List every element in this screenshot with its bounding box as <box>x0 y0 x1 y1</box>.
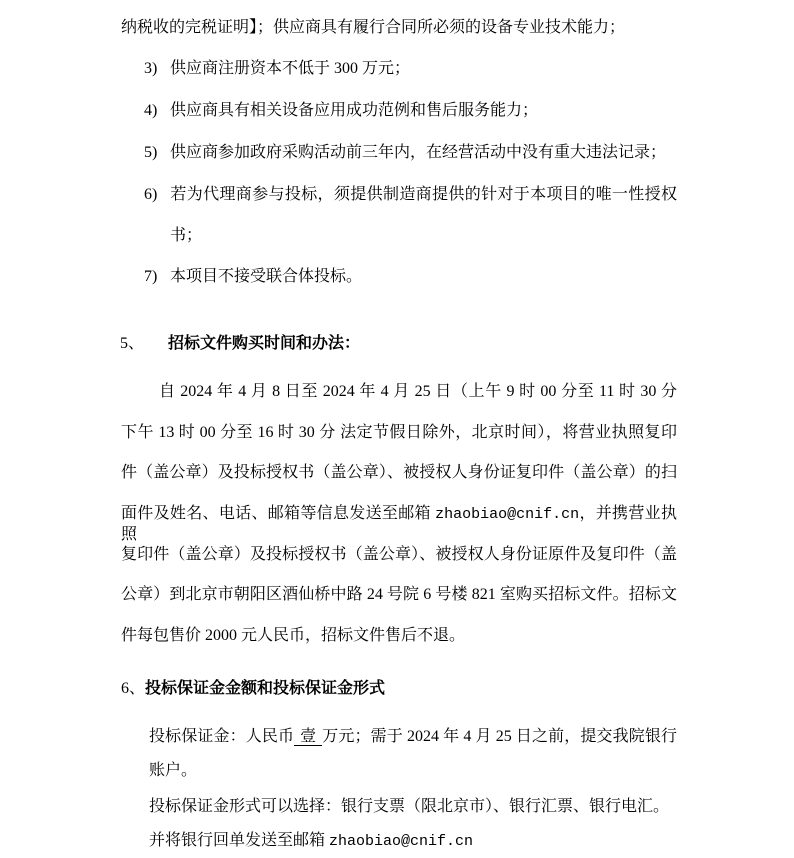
deposit-amount-underlined: 壹 <box>294 728 322 746</box>
deposit-amount-line-continuation: 账户。 <box>149 762 198 779</box>
bank-receipt-line <box>149 831 473 852</box>
purchase-email-address: zhaobiao@cnif.cn <box>435 506 580 523</box>
section-5-paragraph-line-7: 件每包售价 2000 元人民币，招标文件售后不退。 <box>121 627 466 644</box>
deposit-text-after-amount: 万元；需于 2024 年 4 月 25 日之前，提交我院银行 <box>322 728 677 745</box>
section-6-heading <box>121 679 385 699</box>
item-3-text: 供应商注册资本不低于 300 万元； <box>170 60 411 77</box>
section-6-title: 投标保证金金额和投标保证金形式 <box>145 680 386 697</box>
section-6-number: 6、 <box>121 680 146 697</box>
receipt-email-address: zhaobiao@cnif.cn <box>329 833 474 850</box>
section-5-heading <box>120 334 360 354</box>
qualification-item-6-continuation: 书； <box>170 227 203 244</box>
deposit-text-before-amount: 投标保证金：人民币 <box>149 728 295 745</box>
line-4-text-before-email: 面件及姓名、电话、邮箱等信息发送至邮箱 <box>121 505 436 522</box>
section-5-paragraph-line-3: 件（盖公章）及投标授权书（盖公章）、被授权人身份证复印件（盖公章）的扫 <box>121 464 677 481</box>
item-5-text: 供应商参加政府采购活动前三年内，在经营活动中没有重大违法记录； <box>170 144 667 161</box>
item-6-text: 若为代理商参与投标，须提供制造商提供的针对于本项目的唯一性授权 <box>170 186 677 203</box>
item-6-number: 6) <box>144 186 158 203</box>
line-4-text-after-email: ，并携营业执照 <box>121 505 677 543</box>
qualification-item-4 <box>144 101 538 121</box>
intro-continuation-line: 纳税收的完税证明】；供应商具有履行合同所必须的设备专业技术能力； <box>121 19 626 36</box>
section-5-number: 5、 <box>120 335 145 352</box>
receipt-text-before-email: 并将银行回单发送至邮箱 <box>149 832 330 849</box>
item-7-number: 7) <box>144 268 158 285</box>
qualification-item-3 <box>144 59 410 79</box>
section-5-paragraph-line-1: 自 2024 年 4 月 8 日至 2024 年 4 月 25 日（上午 9 时 00 分至 11 时 30 分 <box>159 383 677 400</box>
item-5-number: 5) <box>144 144 158 161</box>
section-5-title: 招标文件购买时间和办法： <box>168 335 361 352</box>
deposit-amount-line <box>149 727 677 747</box>
item-4-text: 供应商具有相关设备应用成功范例和售后服务能力； <box>170 102 539 119</box>
section-5-paragraph-line-5: 复印件（盖公章）及投标授权书（盖公章）、被授权人身份证原件及复印件（盖 <box>121 546 677 563</box>
qualification-item-6 <box>144 185 677 205</box>
qualification-item-7 <box>144 267 362 287</box>
section-5-paragraph-line-2: 下午 13 时 00 分至 16 时 30 分 法定节假日除外，北京时间），将营业执照复印 <box>121 424 677 441</box>
section-5-paragraph-line-4 <box>121 504 677 545</box>
section-5-paragraph-line-6: 公章）到北京市朝阳区酒仙桥中路 24 号院 6 号楼 821 室购买招标文件。招标文 <box>121 586 677 603</box>
item-4-number: 4) <box>144 102 158 119</box>
item-7-text: 本项目不接受联合体投标。 <box>170 268 363 285</box>
deposit-form-line: 投标保证金形式可以选择：银行支票（限北京市）、银行汇票、银行电汇。 <box>149 798 670 815</box>
qualification-item-5 <box>144 143 666 163</box>
item-3-number: 3) <box>144 60 158 77</box>
